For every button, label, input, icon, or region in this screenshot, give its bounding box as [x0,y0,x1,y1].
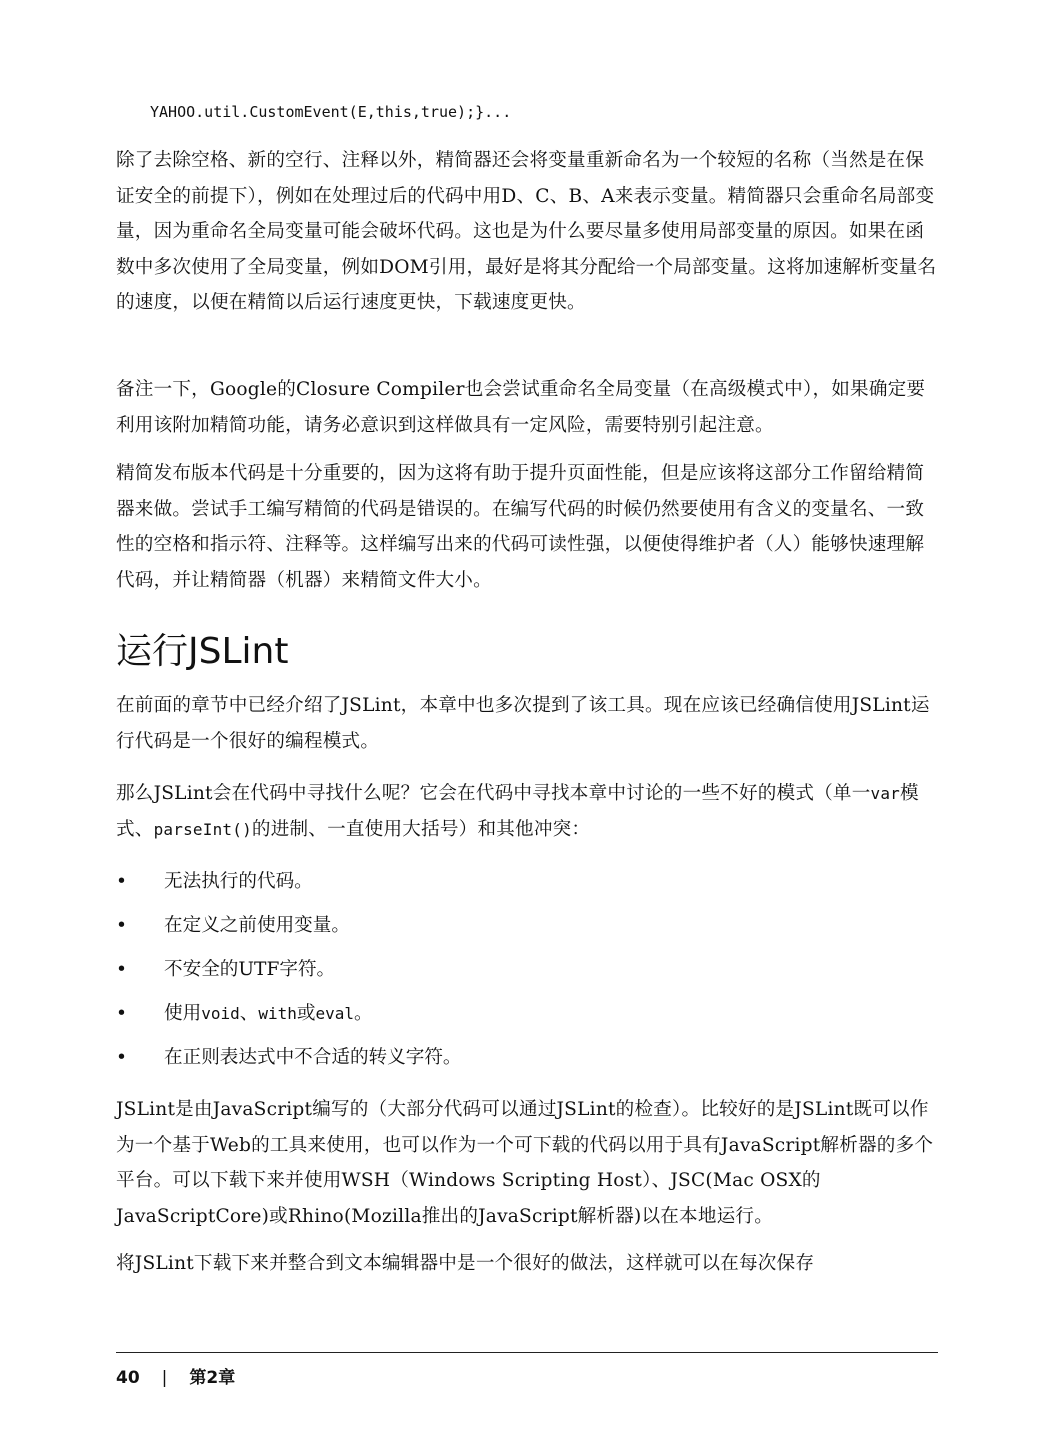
list-item-text: 不安全的UTF字符。 [164,959,336,980]
paragraph-minify-release: 精简发布版本代码是十分重要的，因为这将有助于提升页面性能，但是应该将这部分工作留给精简器来做。尝试手工编写精简的代码是错误的。在编写代码的时候仍然要使用有含义的变量名、一致性的空格和指示符、注释等。这样编写出来的代码可读性强，以便使得维护者（人）能够快速理解代码，并让精简器（机器）来精简文件大小。 [116,463,925,591]
paragraph-jslint-intro: 在前面的章节中已经介绍了JSLint，本章中也多次提到了该工具。现在应该已经确信使用JSLint运行代码是一个很好的编程模式。 [116,695,930,752]
list-item-text: 使用 [164,1003,202,1024]
list-item-text: 。 [354,1003,373,1024]
paragraph-jslint-editor: 将JSLint下载下来并整合到文本编辑器中是一个很好的做法，这样就可以在每次保存 [116,1253,815,1274]
list-item [116,952,938,996]
code-snippet: YAHOO.util.CustomEvent(E,this,true);}... [150,103,512,121]
bullet-list [116,864,938,1084]
list-item-text: 、 [239,1003,259,1024]
list-item-text: 在定义之前使用变量。 [164,915,350,936]
paragraph-closure-compiler-note: 备注一下，Google的Closure Compiler也会尝试重命名全局变量（在高级模式中），如果确定要利用该附加精简功能，请务必意识到这样做具有一定风险，需要特别引起注意。 [116,379,926,436]
bullet-icon: • [116,915,127,936]
section-heading: 运行JSLint [116,631,289,672]
paragraph-minifier-renaming: 除了去除空格、新的空行、注释以外，精简器还会将变量重新命名为一个较短的名称（当然是在保证安全的前提下），例如在处理过后的代码中用D、C、B、A来表示变量。精简器只会重命名局部变量，因为重命名全局变量可能会破坏代码。这也是为什么要尽量多使用局部变量的原因。如果在函数中多次使用了全局变量，例如DOM引用，最好是将其分配给一个局部变量。这将加速解析变量名的速度，以便在精简以后运行速度更快，下载速度更快。 [116,150,937,313]
text-segment: 那么JSLint会在代码中寻找什么呢？它会在代码中寻找本章中讨论的一些不好的模式（单一 [116,783,871,804]
footer-divider [116,1352,938,1353]
code-void: void [201,1004,240,1023]
list-item [116,1040,938,1084]
bullet-icon: • [116,871,127,892]
list-item-text: 或 [296,1003,316,1024]
code-parseint: parseInt() [153,819,252,839]
text-segment: 的进制、一直使用大括号）和其他冲突： [251,818,591,840]
chapter-label: 第2章 [189,1368,236,1388]
list-item [116,996,938,1040]
code-var: var [870,784,901,803]
page-footer [116,1363,235,1388]
list-item-text: 无法执行的代码。 [164,871,313,892]
bullet-icon: • [116,959,127,980]
code-with: with [258,1004,297,1023]
paragraph-jslint-written-in: JSLint是由JavaScript编写的（大部分代码可以通过JSLint的检查）。比较好的是JSLint既可以作为一个基于Web的工具来使用，也可以作为一个可下载的代码以用于具有JavaScript解析器的多个平台。可以下载下来并使用WSH（Windows Scripting Host）、JSC(Mac OSX的JavaScriptCore)或Rhino(Mozilla推出的JavaScript解析器)以在本地运行。 [116,1099,934,1227]
list-item [116,864,938,908]
bullet-icon: • [116,1003,127,1024]
paragraph-jslint-looks-for [116,776,938,847]
bullet-icon: • [116,1047,127,1068]
list-item [116,908,938,952]
list-item-text: 在正则表达式中不合适的转义字符。 [164,1047,462,1068]
page-number: 40 [116,1368,140,1388]
footer-separator: | [161,1368,168,1388]
text-segment: 模式、 [116,783,919,840]
code-eval: eval [315,1004,355,1023]
